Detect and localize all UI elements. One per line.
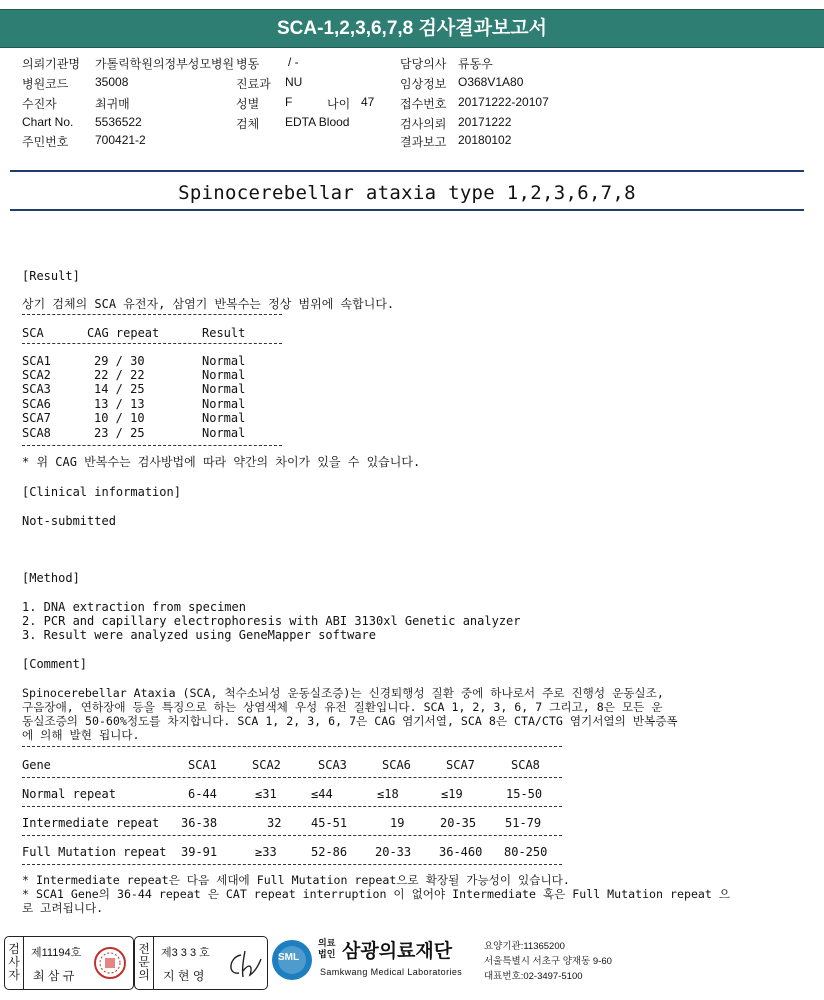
table-row-sca: SCA6	[22, 397, 51, 411]
table-cell: 15-50	[506, 787, 543, 801]
col-cag-header: CAG repeat	[87, 326, 160, 340]
divider	[22, 777, 562, 779]
document-title: Spinocerebellar ataxia type 1,2,3,6,7,8	[178, 182, 636, 204]
chart-no-label: Chart No.	[22, 115, 74, 129]
table-row-label: Full Mutation repeat	[22, 845, 167, 859]
table-row-sca: SCA3	[22, 382, 51, 396]
chart-no-value: 5536522	[95, 115, 142, 129]
table-row-result: Normal	[202, 382, 246, 396]
request-label: 검사의뢰	[400, 117, 447, 131]
clinical-text: Not-submitted	[22, 514, 116, 528]
comment-note: 로 고려됩니다.	[22, 901, 104, 915]
signature-icon	[223, 947, 263, 983]
org-small-label: 의료법인	[318, 938, 336, 959]
report-date-value: 20180102	[458, 133, 512, 147]
hospital-code-value: 35008	[95, 75, 129, 89]
table-cell: ≤31	[255, 787, 277, 801]
col-sca-header: SCA	[22, 326, 44, 340]
method-line: 2. PCR and capillary electrophoresis with ABI 3130xl Genetic analyzer	[22, 614, 521, 628]
age-label: 나이	[327, 97, 351, 111]
gene-header: Gene	[22, 758, 51, 772]
receipt-label: 접수번호	[400, 97, 447, 111]
table-row-cag: 13 / 13	[94, 397, 145, 411]
table-row-result: Normal	[202, 411, 246, 425]
result-note: * 위 CAG 반복수는 검사방법에 따라 약간의 차이가 있을 수 있습니다.	[22, 455, 421, 469]
table-cell: 39-91	[181, 845, 218, 859]
table-cell: ≤19	[441, 787, 463, 801]
hospital-code-label: 병원코드	[22, 77, 69, 91]
gene-header: SCA6	[382, 758, 411, 772]
gene-header: SCA3	[318, 758, 347, 772]
tester-box	[4, 936, 134, 990]
gene-header: SCA1	[188, 758, 217, 772]
table-cell: 45-51	[311, 816, 348, 830]
divider	[22, 445, 282, 447]
method-line: 1. DNA extraction from specimen	[22, 600, 246, 614]
specimen-value: EDTA Blood	[285, 115, 350, 129]
table-row-label: Intermediate repeat	[22, 816, 160, 830]
tester-label: 검사자	[8, 942, 20, 982]
tester-name: 최 삼 규	[33, 969, 75, 983]
comment-note: * Intermediate repeat은 다음 세대에 Full Mutation repeat으로 확장될 가능성이 있습니다.	[22, 873, 570, 887]
table-cell: 80-250	[504, 845, 548, 859]
table-cell: ≥33	[255, 845, 277, 859]
org-code: 요양기관:11365200	[484, 941, 565, 952]
table-row-result: Normal	[202, 368, 246, 382]
table-row-cag: 22 / 22	[94, 368, 145, 382]
dept-value: NU	[285, 75, 303, 89]
request-value: 20171222	[458, 115, 512, 129]
dept-label: 진료과	[236, 77, 271, 91]
receipt-value: 20171222-20107	[458, 95, 549, 109]
comment-heading: [Comment]	[22, 657, 88, 671]
patient-label: 수진자	[22, 97, 57, 111]
title-rule-top	[10, 170, 804, 172]
specimen-label: 검체	[236, 117, 260, 131]
specialist-box	[134, 936, 268, 990]
clinical-heading: [Clinical information]	[22, 485, 181, 499]
sex-value: F	[285, 95, 293, 109]
comment-line: Spinocerebellar Ataxia (SCA, 척수소뇌성 운동실조증)는 신경퇴행성 질환 중에 하나로서 주로 진행성 운동실조,	[22, 686, 664, 700]
table-row-cag: 29 / 30	[94, 354, 145, 368]
table-cell: 51-79	[505, 816, 542, 830]
table-cell: 52-86	[311, 845, 348, 859]
age-value: 47	[361, 95, 375, 109]
table-row-label: Normal repeat	[22, 787, 116, 801]
title-rule-bottom	[10, 209, 804, 211]
table-cell: 36-38	[181, 816, 218, 830]
doctor-value: 류동우	[458, 57, 493, 71]
table-row-sca: SCA1	[22, 354, 51, 368]
divider	[22, 806, 562, 808]
gene-header: SCA2	[252, 758, 281, 772]
comment-note: * SCA1 Gene의 36-44 repeat 은 CAT repeat interruption 이 없어야 Intermediate 혹은 Full Mutation repeat 으	[22, 887, 731, 901]
table-row-result: Normal	[202, 426, 246, 440]
doctor-label: 담당의사	[400, 57, 447, 71]
table-cell: 6-44	[188, 787, 217, 801]
table-cell: ≤44	[311, 787, 333, 801]
method-line: 3. Result were analyzed using GeneMapper software	[22, 628, 377, 642]
ward-value: / -	[288, 55, 299, 69]
clinical-info-value: O368V1A80	[458, 75, 524, 89]
sml-logo-text: SML	[278, 952, 300, 963]
gene-header: SCA7	[446, 758, 475, 772]
comment-line: 구음장애, 연하장애 등을 특징으로 하는 상염색체 우성 유전 질환입니다. SCA 1, 2, 3, 6, 7 그리고, 8은 모든 운	[22, 700, 663, 714]
table-cell: ≤18	[377, 787, 399, 801]
footer	[0, 934, 824, 992]
table-cell: 20-33	[375, 845, 412, 859]
institution-value: 가톨릭학원의정부성모병원	[95, 57, 235, 71]
divider	[22, 746, 562, 748]
gene-header: SCA8	[511, 758, 540, 772]
table-row-cag: 23 / 25	[94, 426, 145, 440]
specialist-name: 지 현 영	[163, 969, 205, 983]
result-heading: [Result]	[22, 269, 80, 283]
tester-seal-icon	[93, 945, 127, 981]
method-heading: [Method]	[22, 571, 80, 585]
org-address: 서울특별시 서초구 양재동 9-60	[484, 956, 612, 967]
result-summary: 상기 검체의 SCA 유전자, 삼염기 반복수는 정상 범위에 속합니다.	[22, 297, 395, 311]
table-cell: 20-35	[440, 816, 477, 830]
table-row-cag: 14 / 25	[94, 382, 145, 396]
divider	[22, 343, 282, 345]
specialist-id: 제3 3 3 호	[161, 947, 210, 959]
org-phone: 대표번호:02-3497-5100	[484, 971, 583, 982]
table-cell: 32	[267, 816, 282, 830]
table-row-sca: SCA8	[22, 426, 51, 440]
divider	[22, 864, 562, 866]
table-cell: 19	[390, 816, 405, 830]
patient-value: 최귀매	[95, 97, 130, 111]
org-sub: Samkwang Medical Laboratories	[320, 967, 463, 977]
table-row-result: Normal	[202, 354, 246, 368]
table-row-cag: 10 / 10	[94, 411, 145, 425]
table-cell: 36-460	[439, 845, 483, 859]
ward-label: 병동	[236, 57, 260, 71]
org-name: 삼광의료재단	[342, 941, 453, 962]
comment-line: 동실조증의 50-60%정도를 차지합니다. SCA 1, 2, 3, 6, 7은 CAG 염기서열, SCA 8은 CTA/CTG 염기서열의 반복증폭	[22, 714, 678, 728]
report-date-label: 결과보고	[400, 135, 447, 149]
resident-value: 700421-2	[95, 133, 146, 147]
col-result-header: Result	[202, 326, 246, 340]
clinical-info-label: 임상정보	[400, 77, 447, 91]
comment-line: 에 의해 발현 됩니다.	[22, 728, 140, 742]
divider	[22, 835, 562, 837]
divider	[22, 314, 282, 316]
table-row-sca: SCA2	[22, 368, 51, 382]
resident-label: 주민번호	[22, 135, 69, 149]
institution-label: 의뢰기관명	[22, 57, 80, 71]
tester-id: 제11194호	[31, 947, 82, 959]
table-row-sca: SCA7	[22, 411, 51, 425]
specialist-label: 전문의	[138, 942, 150, 982]
table-row-result: Normal	[202, 397, 246, 411]
sex-label: 성별	[236, 97, 260, 111]
report-title-banner: SCA-1,2,3,6,7,8 검사결과보고서	[0, 9, 824, 48]
